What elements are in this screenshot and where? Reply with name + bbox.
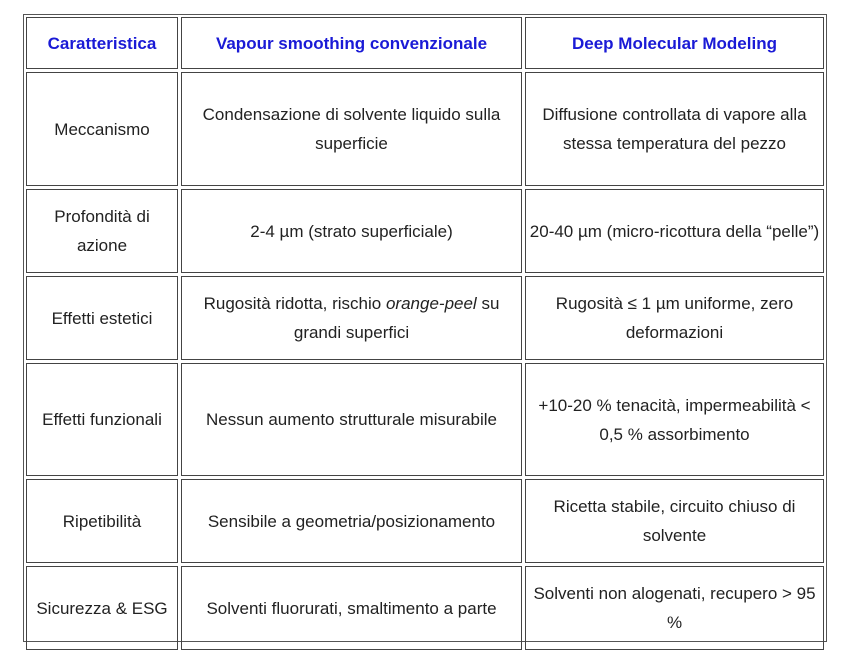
header-characteristic: Caratteristica bbox=[26, 17, 178, 69]
table-row bbox=[26, 189, 824, 273]
table-header-row bbox=[26, 17, 824, 69]
row-feature: Profondità di azione bbox=[26, 189, 178, 273]
table-row bbox=[26, 72, 824, 186]
table-row bbox=[26, 479, 824, 563]
comparison-table bbox=[23, 14, 827, 653]
row-deep-cell: Ricetta stabile, circuito chiuso di solvente bbox=[525, 479, 824, 563]
row-feature: Effetti estetici bbox=[26, 276, 178, 360]
header-conventional: Vapour smoothing convenzionale bbox=[181, 17, 522, 69]
row-feature: Effetti funzionali bbox=[26, 363, 178, 476]
conventional-text-post: su grandi superfici bbox=[293, 294, 500, 342]
table-row bbox=[26, 363, 824, 476]
row-deep-cell: Rugosità ≤ 1 µm uniforme, zero deformazioni bbox=[525, 276, 824, 360]
comparison-table-frame bbox=[23, 14, 827, 642]
row-feature: Sicurezza & ESG bbox=[26, 566, 178, 650]
row-deep-cell: +10-20 % tenacità, impermeabilità < 0,5 % assorbimento bbox=[525, 363, 824, 476]
row-deep-cell: Diffusione controllata di vapore alla stessa temperatura del pezzo bbox=[525, 72, 824, 186]
conventional-text-emphasis: orange-peel bbox=[385, 294, 477, 313]
row-deep-cell: 20-40 µm (micro-ricottura della “pelle”) bbox=[525, 189, 824, 273]
row-deep-cell: Solventi non alogenati, recupero > 95 % bbox=[525, 566, 824, 650]
table-row bbox=[26, 566, 824, 650]
header-deep-molecular: Deep Molecular Modeling bbox=[525, 17, 824, 69]
row-conventional-cell: Solventi fluorurati, smaltimento a parte bbox=[181, 566, 522, 650]
table-row bbox=[26, 276, 824, 360]
row-conventional-cell bbox=[181, 276, 522, 360]
conventional-text-pre: Rugosità ridotta, rischio bbox=[203, 294, 386, 313]
row-feature: Ripetibilità bbox=[26, 479, 178, 563]
row-conventional-cell: Nessun aumento strutturale misurabile bbox=[181, 363, 522, 476]
row-conventional-cell: 2-4 µm (strato superficiale) bbox=[181, 189, 522, 273]
row-conventional-cell: Condensazione di solvente liquido sulla superficie bbox=[181, 72, 522, 186]
row-conventional-cell: Sensibile a geometria/posizionamento bbox=[181, 479, 522, 563]
row-feature: Meccanismo bbox=[26, 72, 178, 186]
